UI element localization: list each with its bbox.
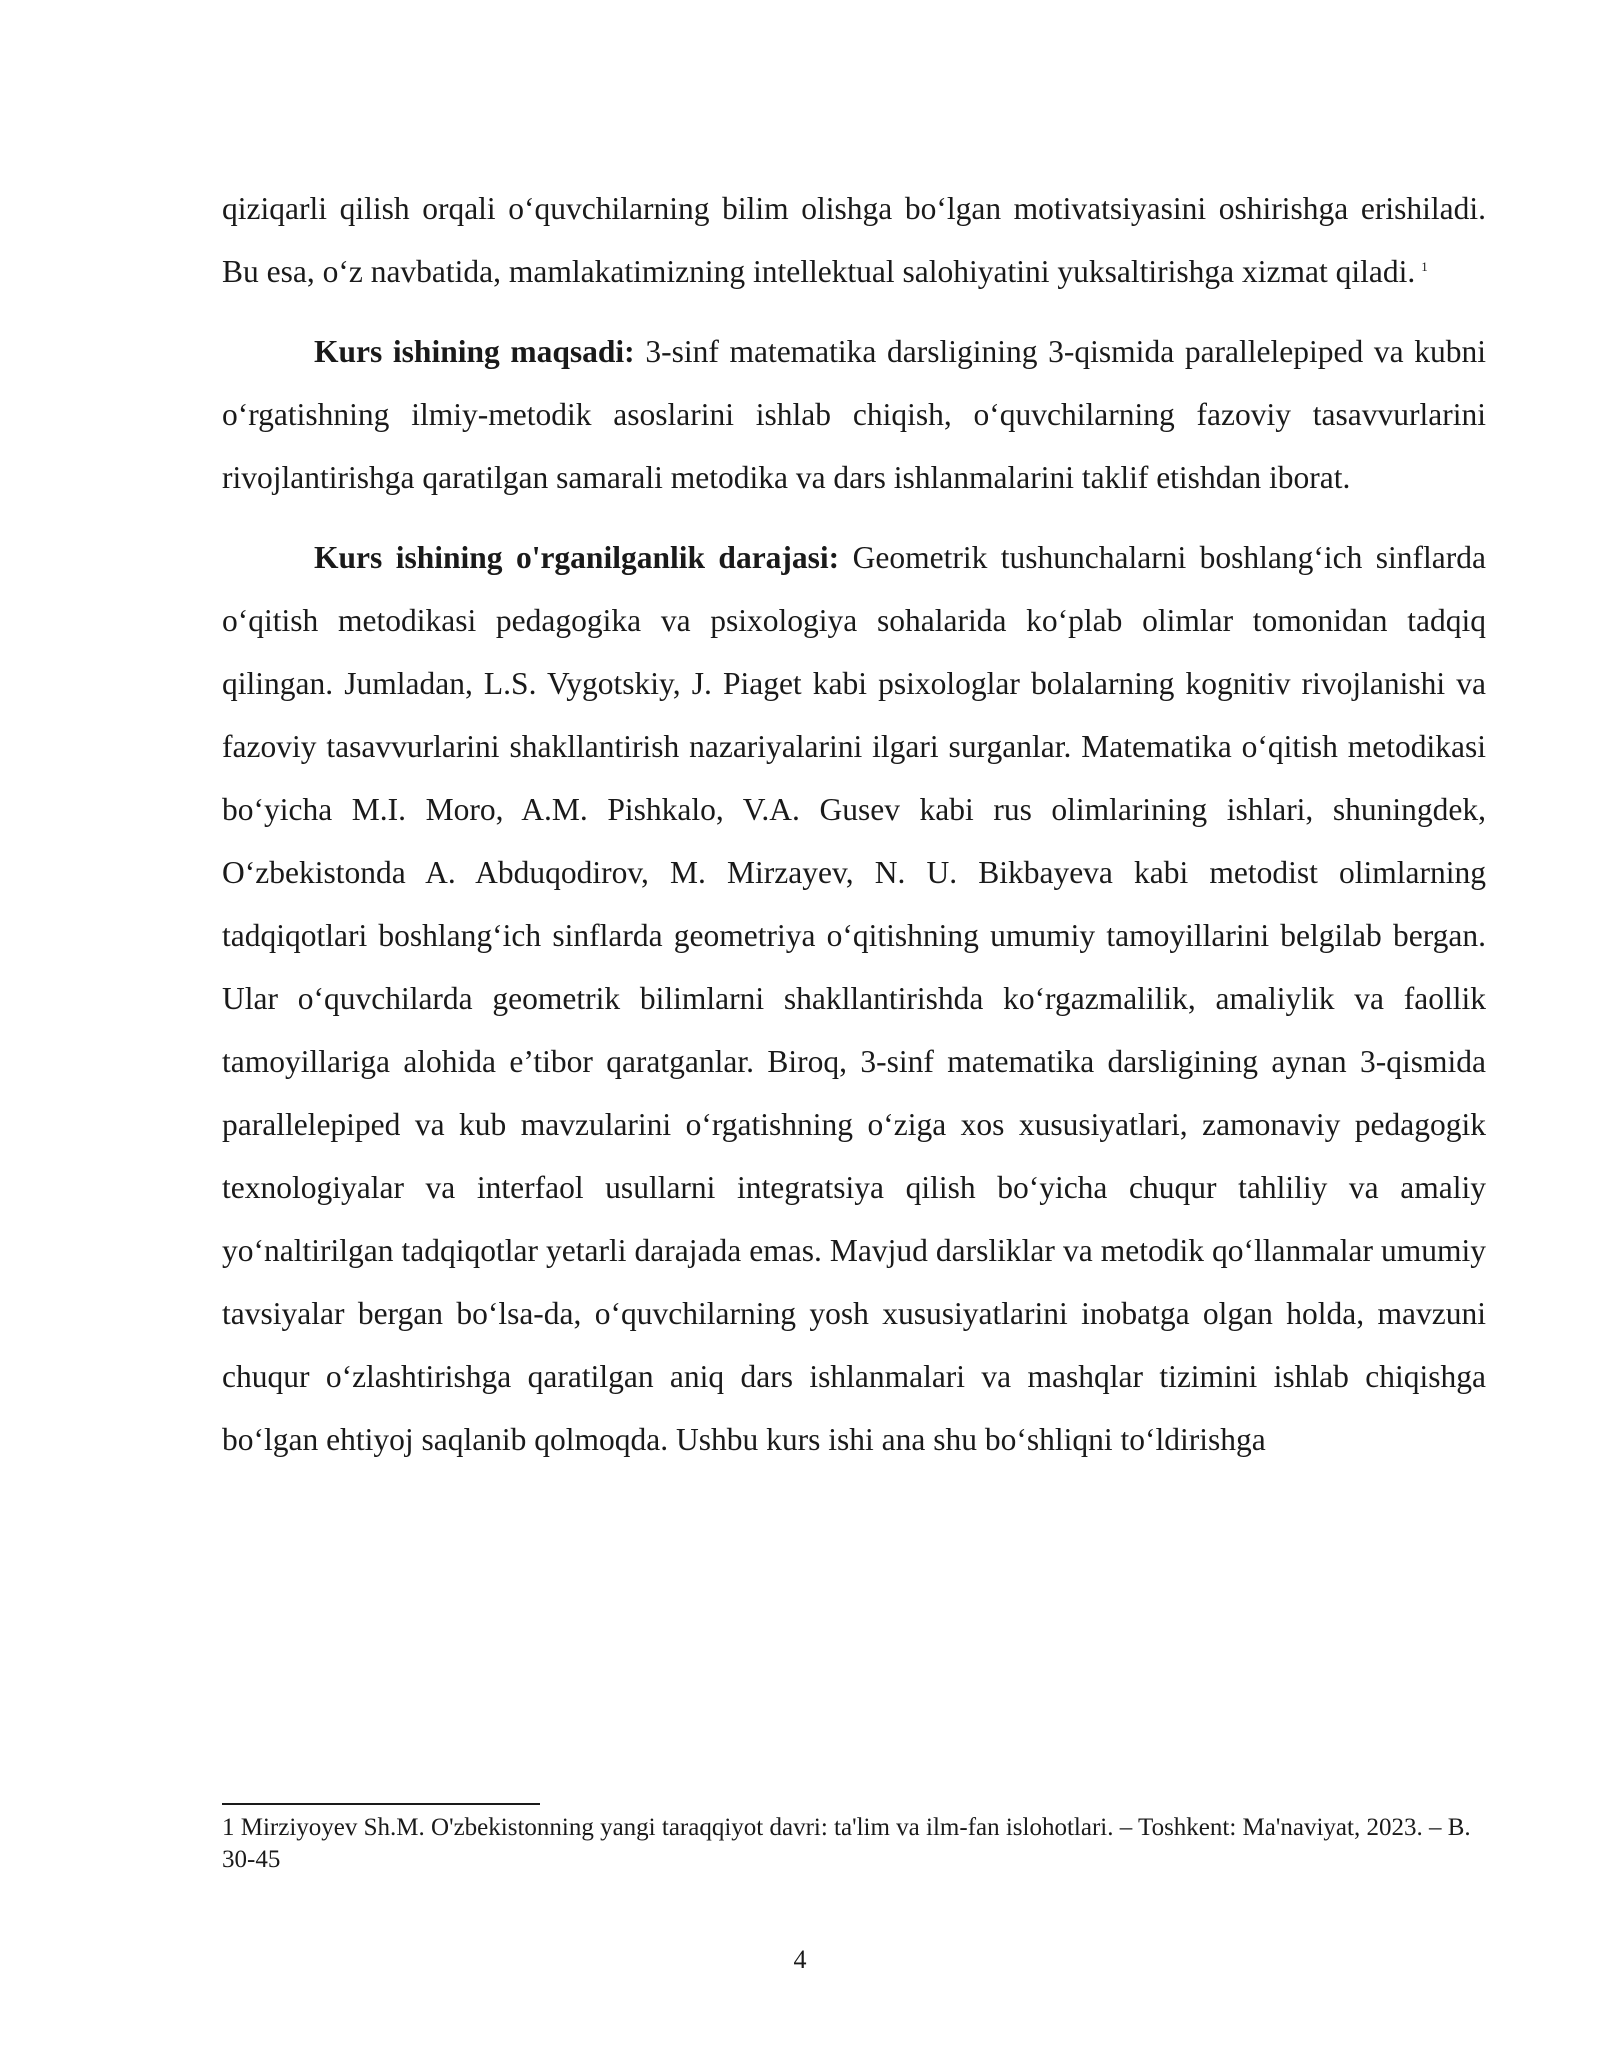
paragraph-course-goal <box>222 320 1486 509</box>
page-number: 4 <box>793 1945 807 1974</box>
paragraph-intro-continuation <box>222 177 1486 303</box>
paragraph-text: 3-sinf matematika darsligining 3-qismida parallelepiped va kubni o‘rgatishning ilmiy-metodik asoslarini ishlab chiqish, o‘quvchilarning fazoviy tasavvurlarini rivojlantirishga qaratilgan samarali metodika va dars ishlanmalarini taklif etishdan iborat. <box>222 334 1487 495</box>
page-body <box>222 177 1486 1488</box>
paragraph-text: Geometrik tushunchalarni boshlang‘ich sinflarda o‘qitish metodikasi pedagogika va psixologiya sohalarida ko‘plab olimlar tomonidan tadqiq qilingan. Jumladan, L.S. Vygotskiy, J. Piaget kabi psixologlar bolalarning kognitiv rivojlanishi va fazoviy tasavvurlarini shakllantirish nazariyalarini ilgari surganlar. Matematika o‘qitish metodikasi bo‘yicha M.I. Moro, A.M. Pishkalo, V.A. Gusev kabi rus olimlarining ishlari, shuningdek, O‘zbekistonda A. Abduqodirov, M. Mirzayev, N. U. Bikbayeva kabi metodist olimlarning tadqiqotlari boshlang‘ich sinflarda geometriya o‘qitishning umumiy tamoyillarini belgilab bergan. Ular o‘quvchilarda geometrik bilimlarni shakllantirishda ko‘rgazmalilik, amaliylik va faollik tamoyillariga alohida e’tibor qaratganlar. Biroq, 3-sinf matematika darsligining aynan 3-qismida parallelepiped va kub mavzularini o‘rgatishning o‘ziga xos xususiyatlari, zamonaviy pedagogik texnologiyalar va interfaol usullarni integratsiya qilish bo‘yicha chuqur tahliliy va amaliy yo‘naltirilgan tadqiqotlar yetarli darajada emas. Mavjud darsliklar va metodik qo‘llanmalar umumiy tavsiyalar bergan bo‘lsa-da, o‘quvchilarning yosh xususiyatlarini inobatga olgan holda, mavzuni chuqur o‘zlashtirishga qaratilgan aniq dars ishlanmalari va mashqlar tizimini ishlab chiqishga bo‘lgan ehtiyoj saqlanib qolmoqda. Ushbu kurs ishi ana shu bo‘shliqni to‘ldirishga <box>222 540 1486 1457</box>
footnote-separator <box>222 1803 540 1805</box>
paragraph-research-level <box>222 526 1486 1471</box>
footnote-reference: 1 <box>1421 258 1428 274</box>
paragraph-text: qiziqarli qilish orqali o‘quvchilarning bilim olishga bo‘lgan motivatsiyasini oshirishga erishiladi. Bu esa, o‘z navbatida, mamlakatimizning intellektual salohiyatini yuksaltirishga xizmat qiladi. <box>222 191 1486 289</box>
section-heading: Kurs ishining o'rganilganlik darajasi: <box>314 540 840 575</box>
footnote: 1 Mirziyoyev Sh.M. O'zbekistonning yangi taraqqiyot davri: ta'lim va ilm-fan islohotlari. – Toshkent: Ma'naviyat, 2023. – B. 30-45 <box>222 1814 1471 1873</box>
section-heading: Kurs ishining maqsadi: <box>314 334 635 369</box>
